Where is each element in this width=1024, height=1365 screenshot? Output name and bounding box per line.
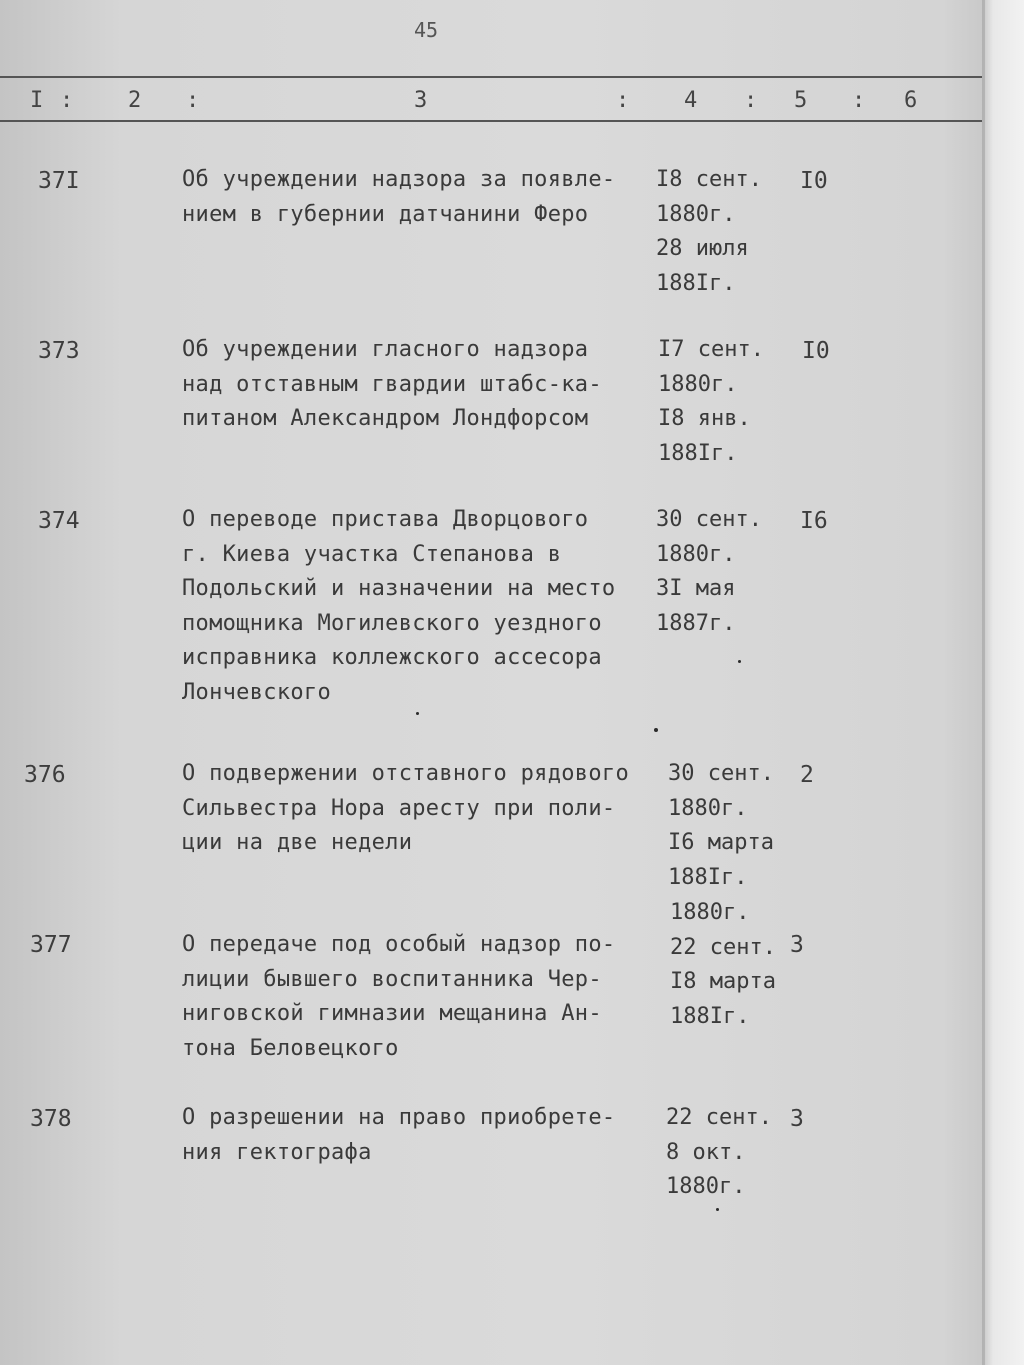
entry-title-line: питаном Александром Лондфорсом [182, 406, 589, 431]
entry-title-line: Лончевского [182, 679, 331, 705]
entry-dates [668, 757, 798, 895]
entry-dates [666, 1101, 796, 1205]
entry-title-line: Об учреждении гласного надзора [182, 337, 589, 362]
header-rule-top [0, 76, 982, 78]
page-edge [982, 0, 985, 1365]
entry-title-line: О переводе пристава Дворцового [182, 507, 589, 532]
entry-number: 377 [30, 932, 72, 958]
entry-title-line: О передаче под особый надзор по- [182, 932, 616, 957]
header-rule-bottom [0, 120, 982, 122]
entry-sheets: I0 [802, 338, 830, 364]
entry-title-line: лиции бывшего воспитанника Чер- [182, 966, 602, 992]
entry-date-line: 1887г. [656, 610, 736, 636]
entry-date-line: 22 сент. [670, 934, 776, 960]
column-separator: : [60, 88, 74, 113]
entry-title-line: тона Беловецкого [182, 1035, 399, 1061]
page-number: 45 [414, 18, 439, 42]
entry-sheets: 3 [790, 1106, 804, 1132]
entry-date-line: 1880г. [666, 1174, 746, 1199]
column-header-4: 4 [684, 88, 698, 113]
entry-date-line: 30 сент. [656, 507, 762, 532]
entry-sheets: 2 [800, 762, 814, 788]
entry-title-line: исправника коллежского ассесора [182, 645, 602, 670]
entry-title [182, 928, 652, 1066]
entry-number: 374 [38, 508, 80, 534]
column-separator: : [744, 88, 758, 113]
paper-speck [716, 1208, 719, 1211]
entry-title-line: нием в губернии датчанини Феро [182, 201, 589, 227]
entry-date-line: 22 сент. [666, 1105, 772, 1130]
entry-date-line: 3I мая [656, 576, 736, 601]
entry-title [182, 757, 652, 861]
entry-title-line: помощника Могилевского уездного [182, 610, 602, 636]
entry-title-line: Сильвестра Нора аресту при поли- [182, 795, 616, 821]
entry-title-line: О подвержении отставного рядового [182, 761, 629, 786]
entry-title-line: г. Киева участка Степанова в [182, 541, 562, 567]
entry-title-line: ниговской гимназии мещанина Ан- [182, 1001, 602, 1026]
entry-number: 37I [38, 168, 80, 194]
entry-title-line: ции на две недели [182, 830, 413, 855]
entry-date-line: 30 сент. [668, 761, 774, 786]
entry-sheets: 3 [790, 932, 804, 958]
entry-date-line: 1880г. [668, 795, 748, 821]
entry-number: 378 [30, 1106, 72, 1132]
entry-date-line: 188Iг. [670, 1003, 750, 1029]
entry-title-line: О разрешении на право приобрете- [182, 1105, 616, 1130]
paper-speck [416, 712, 419, 715]
entry-dates [656, 163, 786, 301]
entry-date-line: 188Iг. [658, 440, 738, 466]
entry-date-line: 28 июля [656, 236, 749, 261]
column-header-2: 2 [128, 88, 142, 113]
entry-title [182, 503, 652, 710]
entry-title-line: Об учреждении надзора за появле- [182, 167, 616, 192]
entry-date-line: 1880г. [658, 371, 738, 397]
entry-number: 373 [38, 338, 80, 364]
entry-title [182, 333, 652, 437]
entry-title-line: ния гектографа [182, 1139, 372, 1165]
entry-date-line: I7 сент. [658, 337, 764, 362]
entry-title [182, 163, 652, 232]
entry-date-line: 1880г. [670, 900, 750, 925]
entry-title-line: Подольский и назначении на место [182, 576, 616, 601]
entry-date-line: 1880г. [656, 541, 736, 567]
entry-date-line: 8 окт. [666, 1139, 746, 1165]
entry-date-line: I8 сент. [656, 167, 762, 192]
paper-speck [654, 728, 658, 732]
column-header-5: 5 [794, 88, 808, 113]
entry-sheets: I0 [800, 168, 828, 194]
paper-speck [738, 660, 741, 663]
column-separator: : [852, 88, 866, 113]
entry-sheets: I6 [800, 508, 828, 534]
entry-dates [656, 503, 786, 641]
column-header-3: 3 [414, 88, 428, 113]
entry-date-line: 188Iг. [656, 270, 736, 296]
entry-dates [670, 896, 800, 1034]
column-separator: : [186, 88, 200, 113]
entry-date-line: 188Iг. [668, 864, 748, 890]
entry-date-line: I8 марта [670, 969, 776, 994]
entry-date-line: I8 янв. [658, 406, 751, 431]
entry-title-line: над отставным гвардии штабс-ка- [182, 371, 602, 397]
entry-number: 376 [24, 762, 66, 788]
entry-date-line: 1880г. [656, 201, 736, 227]
entry-title [182, 1101, 652, 1170]
column-header-6: 6 [904, 88, 918, 113]
column-header-1: I [30, 88, 44, 113]
entry-dates [658, 333, 788, 471]
column-separator: : [616, 88, 630, 113]
entry-date-line: I6 марта [668, 830, 774, 855]
